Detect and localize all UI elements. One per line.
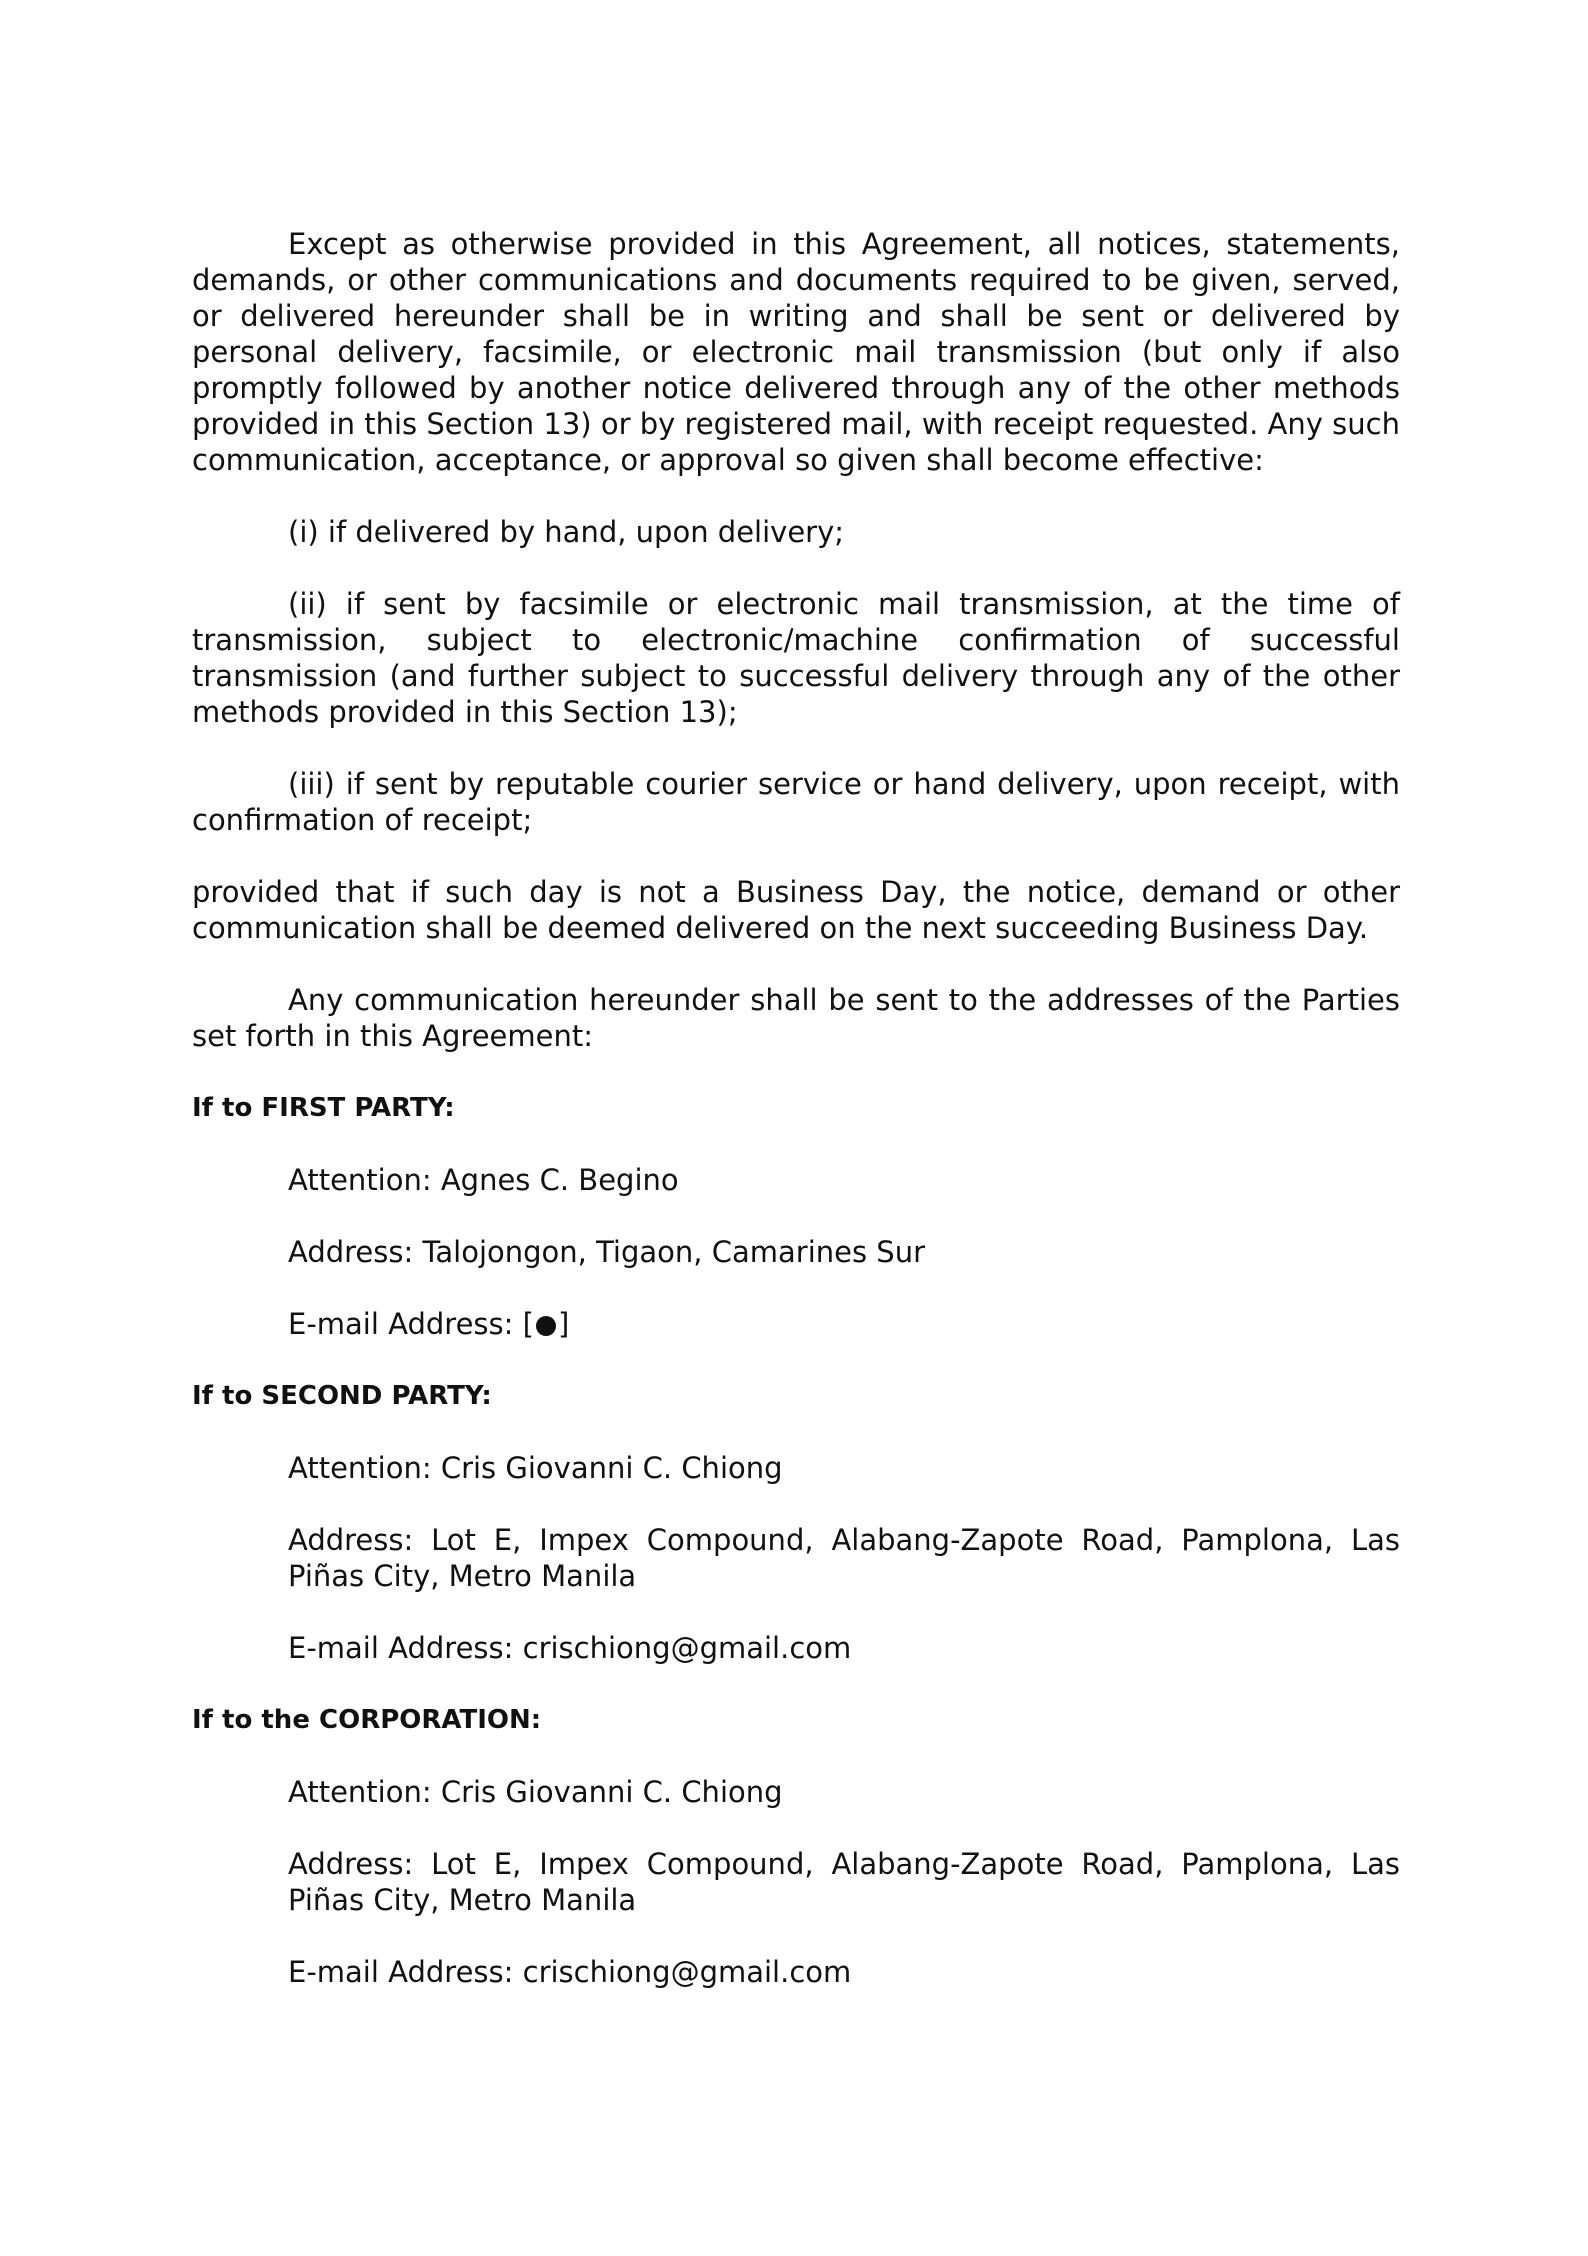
first-party-attention: Attention: Agnes C. Begino [288,1163,679,1197]
proviso-paragraph: provided that if such day is not a Business Day, the notice, demand or other communication shall be deemed delivered on the next succeeding Business Day. [192,875,1400,945]
document-page [192,226,1400,2026]
corporation-heading: If to the CORPORATION: [192,1705,542,1735]
first-party-email-close: ] [557,1307,570,1341]
second-party-email: E-mail Address: crischiong@gmail.com [288,1631,852,1665]
second-party-attention: Attention: Cris Giovanni C. Chiong [288,1451,783,1485]
first-party-email [192,1306,1400,1342]
clause-ii: (ii) if sent by facsimile or electronic mail transmission, at the time of transmission, subject to electronic/machine confirmation of successful transmission (and further subject to successful delivery through any of the other methods provided in this Section 13); [192,587,1400,729]
first-party-email-label: E-mail Address: [ [288,1307,534,1341]
intro-paragraph: Except as otherwise provided in this Agreement, all notices, statements, demands, or other communications and documents required to be given, served, or delivered hereunder shall be in writing and shall be sent or delivered by personal delivery, facsimile, or electronic mail transmission (but only if also promptly followed by another notice delivered through any of the other methods provided in this Section 13) or by registered mail, with receipt requested. Any such communication, acceptance, or approval so given shall become effective: [192,227,1400,477]
corporation-address: Address: Lot E, Impex Compound, Alabang-Zapote Road, Pamplona, Las Piñas City, Metro Manila [288,1847,1400,1917]
corporation-attention: Attention: Cris Giovanni C. Chiong [288,1775,783,1809]
second-party-address: Address: Lot E, Impex Compound, Alabang-Zapote Road, Pamplona, Las Piñas City, Metro Manila [288,1523,1400,1593]
first-party-heading: If to FIRST PARTY: [192,1093,455,1123]
addresses-intro-paragraph: Any communication hereunder shall be sent to the addresses of the Parties set forth in this Agreement: [192,983,1400,1053]
clause-iii: (iii) if sent by reputable courier service or hand delivery, upon receipt, with confirmation of receipt; [192,767,1400,837]
second-party-heading: If to SECOND PARTY: [192,1381,492,1411]
clause-i: (i) if delivered by hand, upon delivery; [288,515,845,549]
corporation-email: E-mail Address: crischiong@gmail.com [288,1955,852,1989]
first-party-address: Address: Talojongon, Tigaon, Camarines Sur [288,1235,926,1269]
placeholder-bullet-icon [536,1316,556,1336]
